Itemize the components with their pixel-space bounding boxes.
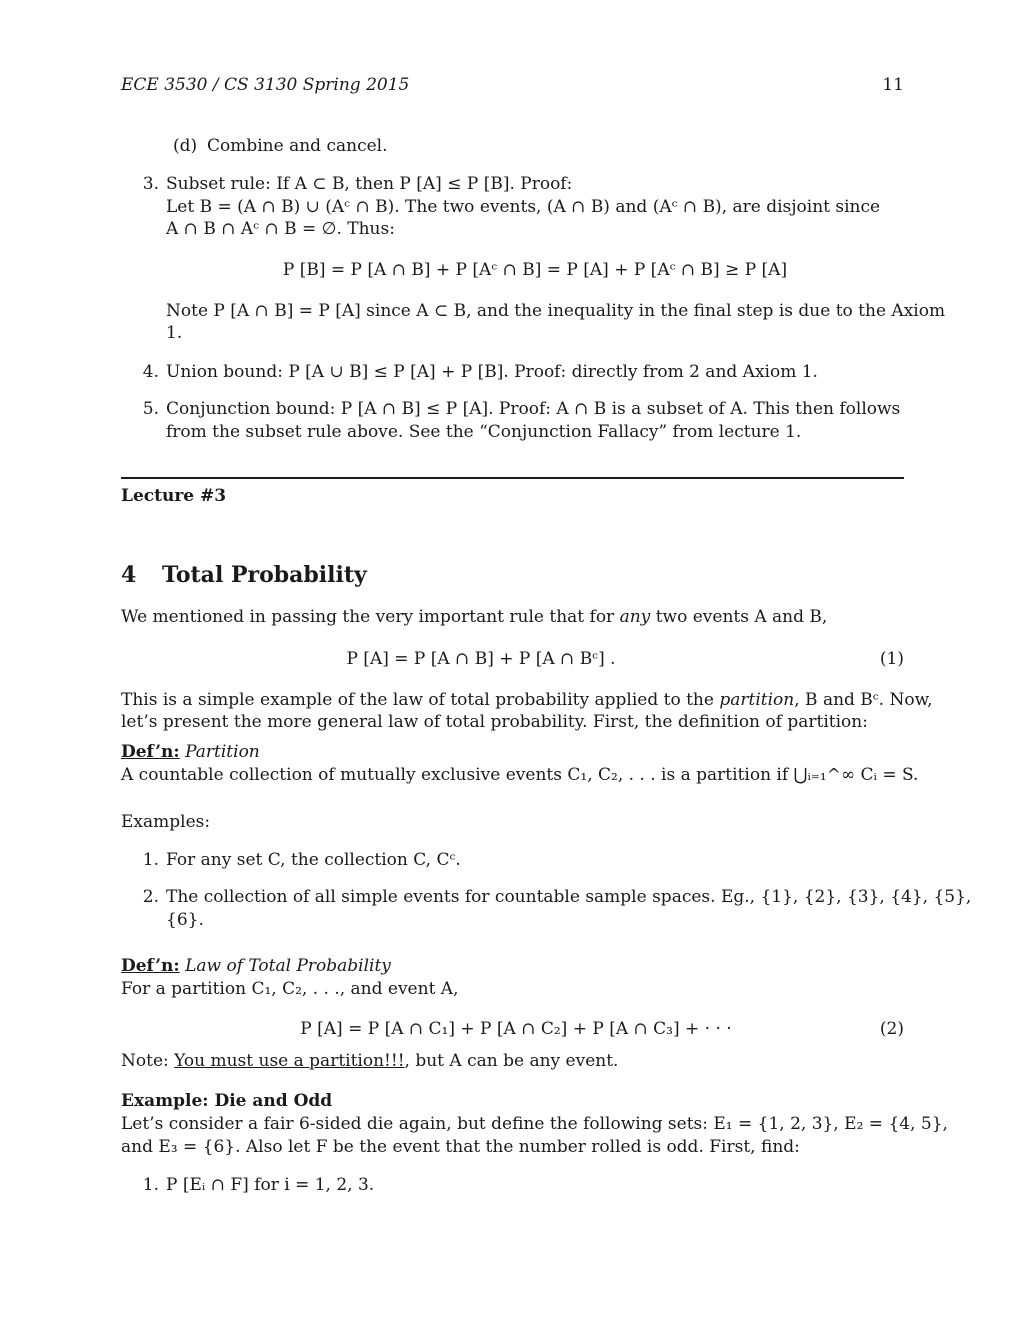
subset-rule-equation: P [B] = P [A ∩ B] + P [Aᶜ ∩ B] = P [A] + P [Aᶜ ∩ B] ≥ P [A]: [282, 260, 788, 280]
list-item-d-text: Combine and cancel.: [207, 136, 388, 156]
conjunction-bound-line1: Conjunction bound: P [A ∩ B] ≤ P [A]. Proof: A ∩ B is a subset of A. This then follows: [166, 399, 901, 419]
intro-pre: We mentioned in passing the very important rule that for: [121, 607, 620, 627]
equation-1: P [A] = P [A ∩ B] + P [A ∩ Bᶜ] .: [346, 649, 616, 669]
list-number-4: 4.: [142, 362, 159, 382]
conjunction-bound-line2: from the subset rule above. See the “Conjunction Fallacy” from lecture 1.: [166, 422, 802, 442]
example-line1: Let’s consider a fair 6-sided die again, but define the following sets: E₁ = {1, 2, 3}, E₂ = {4, 5},: [121, 1114, 948, 1134]
note-underlined: You must use a partition!!!: [174, 1051, 405, 1071]
equation-1-number: (1): [879, 649, 904, 669]
section-number: 4: [121, 562, 137, 588]
example-line2: and E₃ = {6}. Also let F be the event that the number rolled is odd. First, find:: [121, 1137, 800, 1157]
definition-partition-heading: [121, 741, 260, 764]
running-header-course: ECE 3530 / CS 3130 Spring 2015: [121, 75, 410, 95]
section-title: Total Probability: [162, 562, 367, 588]
partition-paragraph-line1: [121, 689, 933, 712]
examples-heading: Examples:: [121, 812, 211, 832]
para2-pre: This is a simple example of the law of total probability applied to the: [121, 690, 720, 710]
subset-rule-line3: A ∩ B ∩ Aᶜ ∩ B = ∅. Thus:: [166, 219, 395, 239]
example-number-2: 2.: [142, 887, 159, 907]
subset-rule-line2: Let B = (A ∩ B) ∪ (Aᶜ ∩ B). The two events, (A ∩ B) and (Aᶜ ∩ B), are disjoint since: [166, 197, 881, 217]
subset-rule-note-line1: Note P [A ∩ B] = P [A] since A ⊂ B, and the inequality in the final step is due to the Axiom: [166, 301, 946, 321]
para2-post: , B and Bᶜ. Now,: [794, 690, 933, 710]
example-heading: Example: Die and Odd: [121, 1091, 333, 1111]
example-2-line1: The collection of all simple events for countable sample spaces. Eg., {1}, {2}, {3}, {4}, {5},: [166, 887, 972, 907]
equation-2-number: (2): [879, 1019, 904, 1039]
example-1-text: For any set C, the collection C, Cᶜ.: [166, 850, 461, 870]
intro-paragraph: [121, 606, 827, 629]
example-item-number: 1.: [142, 1175, 159, 1195]
list-number-5: 5.: [142, 399, 159, 419]
para2-emphasis: partition: [719, 690, 795, 710]
example-number-1: 1.: [142, 850, 159, 870]
definition-label: Def’n:: [121, 956, 180, 976]
lecture-heading: Lecture #3: [121, 486, 227, 506]
intro-emphasis: any: [619, 607, 651, 627]
example-item-text: P [Eᵢ ∩ F] for i = 1, 2, 3.: [166, 1175, 375, 1195]
definition-name: Partition: [185, 742, 260, 762]
note-pre: Note:: [121, 1051, 175, 1071]
partition-note: [121, 1050, 618, 1073]
note-post: , but A can be any event.: [404, 1051, 619, 1071]
example-2-line2: {6}.: [166, 910, 204, 930]
subset-rule-line1: Subset rule: If A ⊂ B, then P [A] ≤ P [B]. Proof:: [166, 174, 573, 194]
definition-name: Law of Total Probability: [185, 956, 391, 976]
page-number: 11: [882, 75, 904, 95]
definition-total-probability-text: For a partition C₁, C₂, . . ., and event A,: [121, 979, 459, 999]
equation-2: P [A] = P [A ∩ C₁] + P [A ∩ C₂] + P [A ∩ C₃] + · · ·: [300, 1019, 732, 1039]
lecture-divider: [121, 477, 904, 479]
definition-total-probability-heading: [121, 955, 391, 978]
definition-label: Def’n:: [121, 742, 180, 762]
list-label-d: (d): [173, 136, 198, 156]
subset-rule-note-line2: 1.: [166, 323, 183, 343]
intro-post: two events A and B,: [650, 607, 828, 627]
list-number-3: 3.: [142, 174, 159, 194]
partition-paragraph-line2: let’s present the more general law of total probability. First, the definition of partition:: [121, 712, 868, 732]
union-bound-text: Union bound: P [A ∪ B] ≤ P [A] + P [B]. Proof: directly from 2 and Axiom 1.: [166, 362, 818, 382]
definition-partition-text: A countable collection of mutually exclusive events C₁, C₂, . . . is a partition if ⋃ᵢ₌₁^∞ Cᵢ = S.: [121, 765, 919, 785]
